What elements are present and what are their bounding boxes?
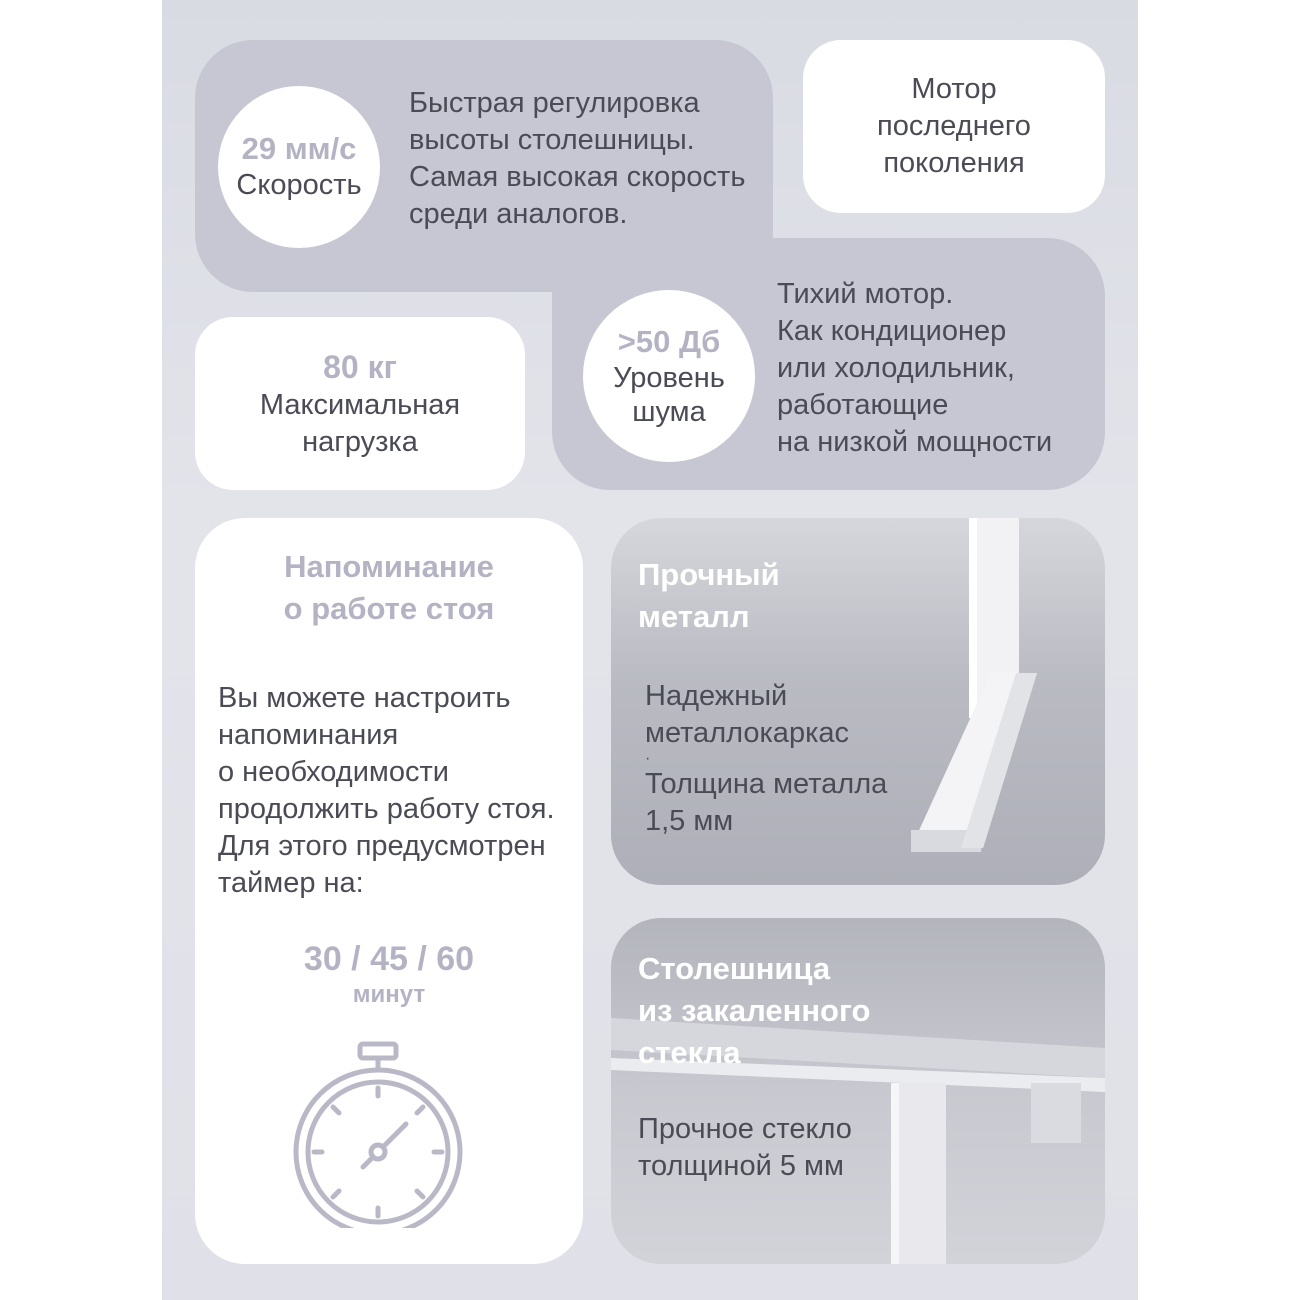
noise-description (777, 276, 1097, 461)
noise-description-line: Тихий мотор. (777, 278, 954, 310)
speed-badge (218, 86, 380, 248)
metal-title (638, 554, 780, 638)
noise-label-line: Уровень (613, 362, 725, 394)
motor-line: Мотор (911, 73, 997, 105)
metal-bullet: · (645, 750, 651, 767)
glass-body-line: толщиной 5 мм (638, 1150, 844, 1182)
reminder-body-line: напоминания (218, 719, 399, 751)
speed-description-line: высоты столешницы. (409, 124, 695, 156)
reminder-body-line: Вы можете настроить (218, 682, 511, 714)
metal-thickness-line: 1,5 мм (645, 805, 734, 837)
metal-card (611, 518, 1105, 885)
glass-title-line: Столешница (638, 951, 831, 986)
metal-body-line: Надежный (645, 680, 788, 712)
glass-card (611, 918, 1105, 1264)
noise-description-line: или холодильник, (777, 352, 1015, 384)
speed-description (409, 85, 769, 233)
timer-unit: минут (352, 981, 426, 1008)
noise-label-line: шума (632, 396, 706, 428)
load-card (195, 317, 525, 490)
reminder-body-line: Для этого предусмотрен (218, 830, 546, 862)
load-value: 80 кг (323, 348, 397, 385)
motor-line: поколения (883, 147, 1025, 179)
metal-thickness-line: Толщина металла (645, 768, 888, 800)
speed-value: 29 мм/с (241, 131, 357, 166)
metal-body-line: металлокаркас (645, 717, 850, 749)
glass-title (638, 948, 870, 1074)
motor-line: последнего (877, 110, 1031, 142)
motor-card (803, 40, 1105, 213)
reminder-title-line: о работе стоя (283, 591, 495, 626)
speed-label: Скорость (236, 169, 362, 201)
reminder-card (195, 518, 583, 1264)
metal-title-line: металл (638, 599, 750, 634)
noise-value: >50 Дб (617, 324, 721, 359)
speed-description-line: Самая высокая скорость (409, 161, 746, 193)
reminder-body-line: о необходимости (218, 756, 449, 788)
noise-badge (583, 290, 755, 462)
glass-title-line: стекла (638, 1035, 741, 1070)
speed-description-line: Быстрая регулировка (409, 87, 700, 119)
glass-title-line: из закаленного (638, 993, 871, 1028)
metal-body (645, 678, 945, 840)
reminder-body-line: таймер на: (218, 867, 364, 899)
reminder-title (195, 546, 583, 630)
glass-body (638, 1111, 938, 1185)
noise-description-line: работающие (777, 389, 949, 421)
metal-title-line: Прочный (638, 557, 780, 592)
stopwatch-icon (293, 1038, 463, 1228)
speed-description-line: среди аналогов. (409, 198, 628, 230)
noise-description-line: на низкой мощности (777, 426, 1053, 458)
noise-description-line: Как кондиционер (777, 315, 1007, 347)
timer-values: 30 / 45 / 60 (303, 940, 475, 978)
glass-body-line: Прочное стекло (638, 1113, 852, 1145)
reminder-title-line: Напоминание (284, 549, 494, 584)
load-label-line: нагрузка (302, 425, 418, 458)
reminder-body (218, 680, 578, 902)
reminder-body-line: продолжить работу стоя. (218, 793, 555, 825)
load-label-line: Максимальная (259, 388, 461, 421)
